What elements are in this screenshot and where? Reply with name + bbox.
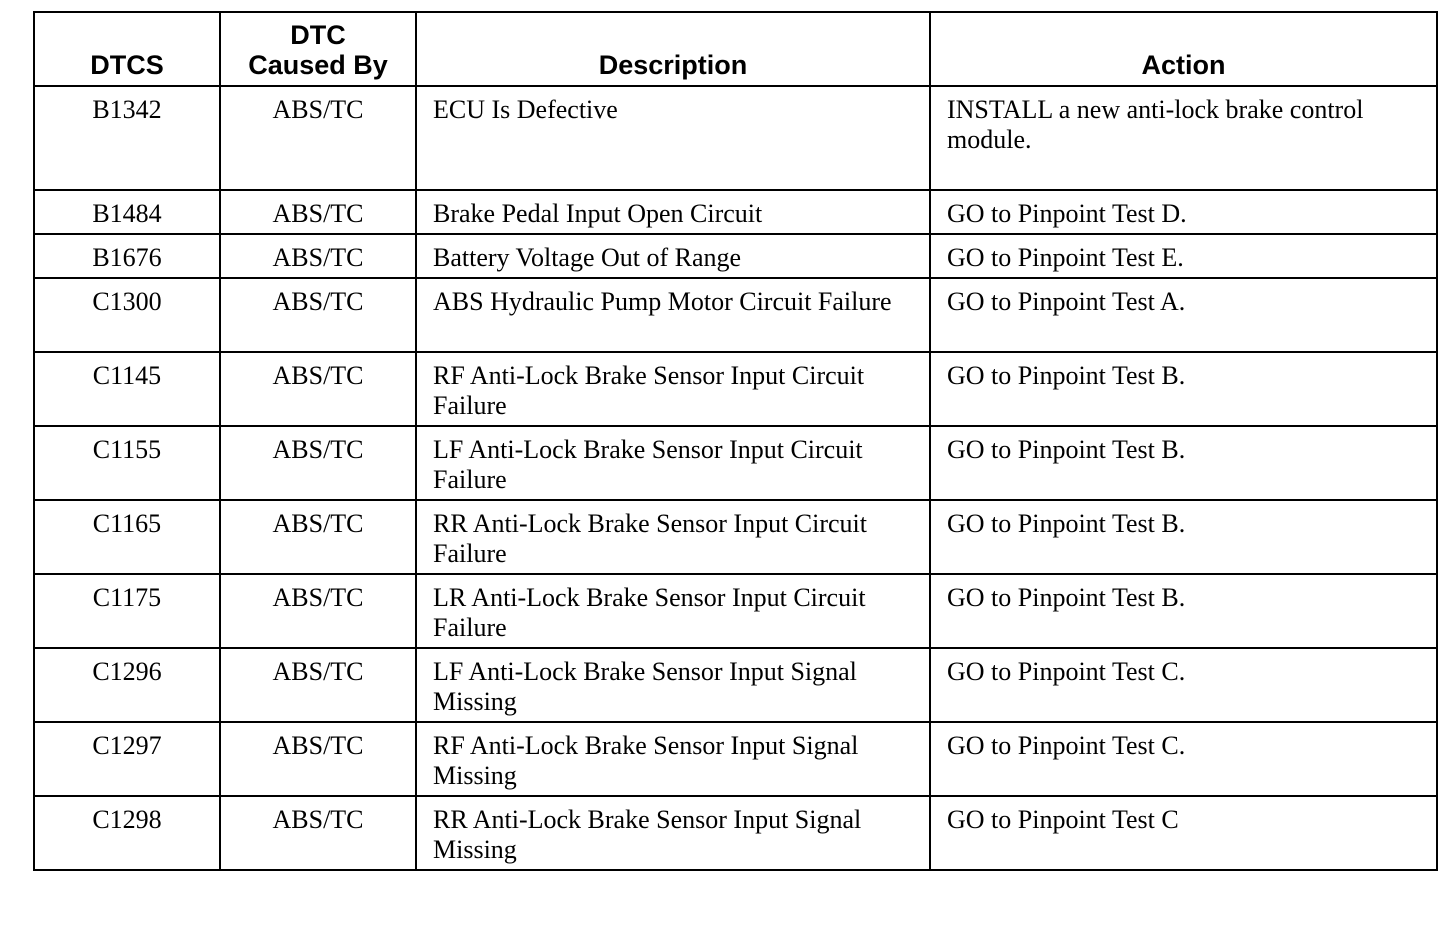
header-dtcs: DTCS: [34, 12, 220, 86]
dtc-description: ABS Hydraulic Pump Motor Circuit Failure: [416, 278, 930, 352]
dtc-description: RF Anti-Lock Brake Sensor Input Signal Missing: [416, 722, 930, 796]
dtc-caused-by: ABS/TC: [220, 278, 416, 352]
dtc-description: Battery Voltage Out of Range: [416, 234, 930, 278]
dtc-action: GO to Pinpoint Test B.: [930, 426, 1437, 500]
dtc-caused-by: ABS/TC: [220, 426, 416, 500]
header-action: Action: [930, 12, 1437, 86]
dtc-caused-by: ABS/TC: [220, 86, 416, 190]
dtc-code: B1484: [34, 190, 220, 234]
dtc-code: C1300: [34, 278, 220, 352]
dtc-description: RR Anti-Lock Brake Sensor Input Circuit Failure: [416, 500, 930, 574]
dtc-caused-by: ABS/TC: [220, 796, 416, 870]
header-caused-by-label: DTC Caused By: [248, 20, 388, 80]
dtc-action: GO to Pinpoint Test E.: [930, 234, 1437, 278]
dtc-code: C1296: [34, 648, 220, 722]
table-row: [34, 426, 1437, 500]
dtc-code: C1165: [34, 500, 220, 574]
dtc-description: LF Anti-Lock Brake Sensor Input Signal Missing: [416, 648, 930, 722]
dtc-caused-by: ABS/TC: [220, 648, 416, 722]
dtc-description: RR Anti-Lock Brake Sensor Input Signal Missing: [416, 796, 930, 870]
table-row: [34, 796, 1437, 870]
dtc-description: Brake Pedal Input Open Circuit: [416, 190, 930, 234]
table-row: [34, 574, 1437, 648]
dtc-caused-by: ABS/TC: [220, 722, 416, 796]
dtc-action: GO to Pinpoint Test B.: [930, 500, 1437, 574]
dtc-description: ECU Is Defective: [416, 86, 930, 190]
dtc-action: GO to Pinpoint Test A.: [930, 278, 1437, 352]
dtc-code: C1155: [34, 426, 220, 500]
dtc-code: B1342: [34, 86, 220, 190]
table-row: [34, 648, 1437, 722]
dtc-code: C1298: [34, 796, 220, 870]
table-row: [34, 352, 1437, 426]
table-row: [34, 278, 1437, 352]
dtc-caused-by: ABS/TC: [220, 234, 416, 278]
table-row: [34, 86, 1437, 190]
table-row: [34, 722, 1437, 796]
dtc-code: C1175: [34, 574, 220, 648]
dtc-code: B1676: [34, 234, 220, 278]
dtc-caused-by: ABS/TC: [220, 352, 416, 426]
dtc-caused-by: ABS/TC: [220, 190, 416, 234]
dtc-action: INSTALL a new anti-lock brake control module.: [930, 86, 1437, 190]
dtc-action: GO to Pinpoint Test C: [930, 796, 1437, 870]
dtc-action: GO to Pinpoint Test B.: [930, 574, 1437, 648]
header-description: Description: [416, 12, 930, 86]
dtc-action: GO to Pinpoint Test D.: [930, 190, 1437, 234]
table-row: [34, 500, 1437, 574]
header-row: [34, 12, 1437, 86]
table-row: [34, 190, 1437, 234]
header-caused-by: [220, 12, 416, 86]
dtc-action: GO to Pinpoint Test C.: [930, 648, 1437, 722]
dtc-description: LF Anti-Lock Brake Sensor Input Circuit Failure: [416, 426, 930, 500]
dtc-code: C1297: [34, 722, 220, 796]
dtc-action: GO to Pinpoint Test B.: [930, 352, 1437, 426]
dtc-code: C1145: [34, 352, 220, 426]
dtc-caused-by: ABS/TC: [220, 574, 416, 648]
dtc-caused-by: ABS/TC: [220, 500, 416, 574]
dtc-description: RF Anti-Lock Brake Sensor Input Circuit Failure: [416, 352, 930, 426]
dtc-description: LR Anti-Lock Brake Sensor Input Circuit Failure: [416, 574, 930, 648]
dtc-action: GO to Pinpoint Test C.: [930, 722, 1437, 796]
dtc-table: [33, 11, 1438, 871]
table-row: [34, 234, 1437, 278]
